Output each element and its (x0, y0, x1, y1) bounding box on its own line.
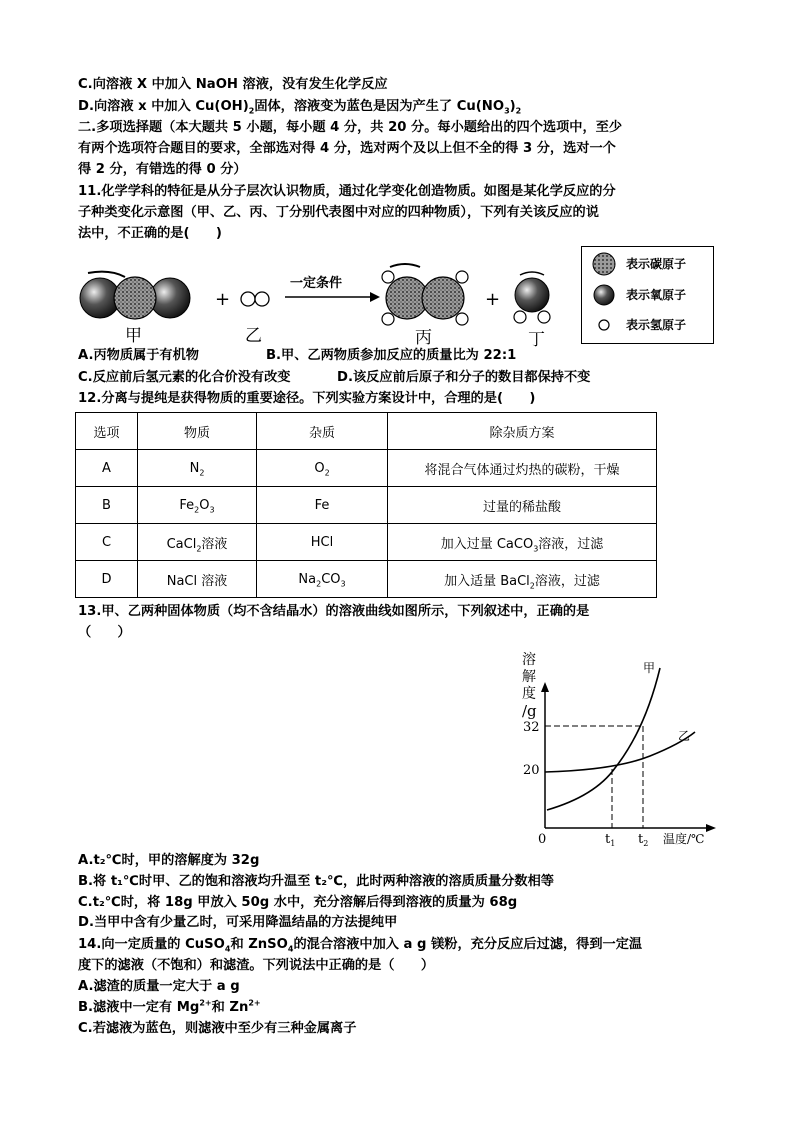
q11-stem-line2: 子种类变化示意图（甲、乙、丙、丁分别代表图中对应的四种物质），下列有关该反应的说 (78, 205, 599, 220)
q14-option-a: A.滤渣的质量一定大于 a g (78, 979, 240, 994)
q10-option-c: C.向溶液 X 中加入 NaOH 溶液，没有发生化学反应 (78, 77, 388, 92)
table-row (76, 487, 657, 524)
table-row (76, 561, 657, 598)
row-a-option: A (76, 450, 138, 487)
y-axis-label-1: 溶 (522, 652, 536, 668)
reaction-diagram (70, 255, 590, 350)
header-option: 选项 (76, 413, 138, 450)
solubility-chart (495, 648, 725, 848)
header-method: 除杂质方案 (388, 413, 657, 450)
legend-oxygen-label: 表示氧原子 (626, 288, 687, 302)
q13-answer-paren: （ ） (78, 625, 131, 640)
row-d-option: D (76, 561, 138, 598)
q14-option-c: C.若滤液为蓝色，则滤液中至少有三种金属离子 (78, 1021, 357, 1036)
row-c-impurity: HCl (257, 524, 388, 561)
atom-legend (581, 246, 714, 344)
legend-hydrogen-label: 表示氢原子 (626, 318, 687, 332)
q12-table (75, 412, 657, 598)
row-c-substance: CaCl$_2$溶液 (138, 524, 257, 561)
curve-yi (545, 732, 695, 772)
curve-yi-label: 乙 (678, 729, 691, 743)
plus-sign-2: + (485, 289, 501, 310)
y-axis-label-3: 度 (522, 686, 536, 702)
q13-option-c: C.t₂℃时，将 18g 甲放入 50g 水中，充分溶解后得到溶液的质量为 68g (78, 895, 518, 910)
tick-t2: $t_2$ (638, 832, 649, 848)
q11-option-d: D.该反应前后原子和分子的数目都保持不变 (337, 370, 591, 385)
tick-32: 32 (523, 720, 540, 735)
label-yi: 乙 (245, 326, 262, 346)
row-a-method: 将混合气体通过灼热的碳粉，干燥 (388, 450, 657, 487)
label-ding: 丁 (528, 330, 545, 350)
q13-option-d: D.当甲中含有少量乙时，可采用降温结晶的方法提纯甲 (78, 915, 398, 930)
row-b-substance: $Fe_2O_3$ (138, 487, 257, 524)
q14-option-b: B.滤液中一定有 $Mg^{2+}$和 $Zn^{2+}$ (78, 998, 261, 1015)
section2-line2: 有两个选项符合题目的要求，全部选对得 4 分，选对两个及以上但不全的得 3 分，选对一个 (78, 141, 616, 156)
table-row (76, 450, 657, 487)
row-b-option: B (76, 487, 138, 524)
molecule-bing (382, 264, 468, 325)
row-a-impurity: $O_2$ (257, 450, 388, 487)
label-bing: 丙 (415, 328, 432, 348)
y-axis-label-4: /g (522, 702, 537, 720)
q11-option-a: A.丙物质属于有机物 (78, 348, 199, 363)
molecule-jia (80, 272, 190, 319)
q12-stem: 12.分离与提纯是获得物质的重要途径。下列实验方案设计中，合理的是( ) (78, 391, 536, 406)
q11-stem-line1: 11.化学学科的特征是从分子层次认识物质，通过化学变化创造物质。如图是某化学反应的分 (78, 184, 616, 199)
row-d-substance: NaCl 溶液 (138, 561, 257, 598)
carbon-atom-icon (593, 253, 615, 275)
curve-jia-label: 甲 (643, 661, 656, 675)
header-impurity: 杂质 (257, 413, 388, 450)
tick-20: 20 (523, 763, 540, 778)
row-a-substance: $N_2$ (138, 450, 257, 487)
plus-sign-1: + (215, 289, 231, 310)
row-c-option: C (76, 524, 138, 561)
label-jia: 甲 (125, 326, 142, 346)
q14-stem-line1: 14.向一定质量的 CuSO$_4$和 ZnSO$_4$的混合溶液中加入 a g 镁粉，充分反应后过滤，得到一定温 (78, 937, 643, 954)
row-d-impurity: $Na_2CO_3$ (257, 561, 388, 598)
row-b-impurity: Fe (257, 487, 388, 524)
table-row (76, 524, 657, 561)
reaction-condition: 一定条件 (290, 276, 343, 291)
tick-t1: $t_1$ (605, 832, 616, 848)
legend-carbon-label: 表示碳原子 (626, 257, 687, 271)
q11-stem-line3: 法中，不正确的是( ) (78, 226, 222, 241)
q10-option-d: D.向溶液 x 中加入 $Cu(OH)_2$固体，溶液变为蓝色是因为产生了 $Cu(NO_3)_2$ (78, 99, 522, 116)
oxygen-atom-icon (594, 285, 614, 305)
q13-option-a: A.t₂℃时，甲的溶解度为 32g (78, 853, 260, 868)
row-d-method: 加入适量 BaCl$_2$溶液，过滤 (388, 561, 657, 598)
header-substance: 物质 (138, 413, 257, 450)
molecule-yi (241, 292, 269, 306)
q13-stem: 13.甲、乙两种固体物质（均不含结晶水）的溶液曲线如图所示，下列叙述中，正确的是 (78, 604, 590, 619)
row-c-method: 加入过量 CaCO$_3$溶液，过滤 (388, 524, 657, 561)
hydrogen-atom-icon (599, 320, 609, 330)
section2-line1: 二.多项选择题（本大题共 5 小题，每小题 4 分，共 20 分。每小题给出的四个选项中，至少 (78, 120, 623, 135)
q13-option-b: B.将 t₁℃时甲、乙的饱和溶液均升温至 t₂℃，此时两种溶液的溶质质量分数相等 (78, 874, 554, 889)
row-b-method: 过量的稀盐酸 (388, 487, 657, 524)
section2-line3: 得 2 分，有错选的得 0 分） (78, 162, 247, 177)
table-header-row (76, 413, 657, 450)
molecule-ding (514, 272, 550, 323)
y-axis-label-2: 解 (522, 669, 536, 685)
origin-label: 0 (538, 832, 547, 847)
q11-option-c: C.反应前后氢元素的化合价没有改变 (78, 370, 291, 385)
q11-option-b: B.甲、乙两物质参加反应的质量比为 22:1 (266, 348, 517, 363)
q14-stem-line2: 度下的滤液（不饱和）和滤渣。下列说法中正确的是（ ） (78, 958, 435, 973)
x-axis-label: 温度/℃ (663, 832, 705, 846)
